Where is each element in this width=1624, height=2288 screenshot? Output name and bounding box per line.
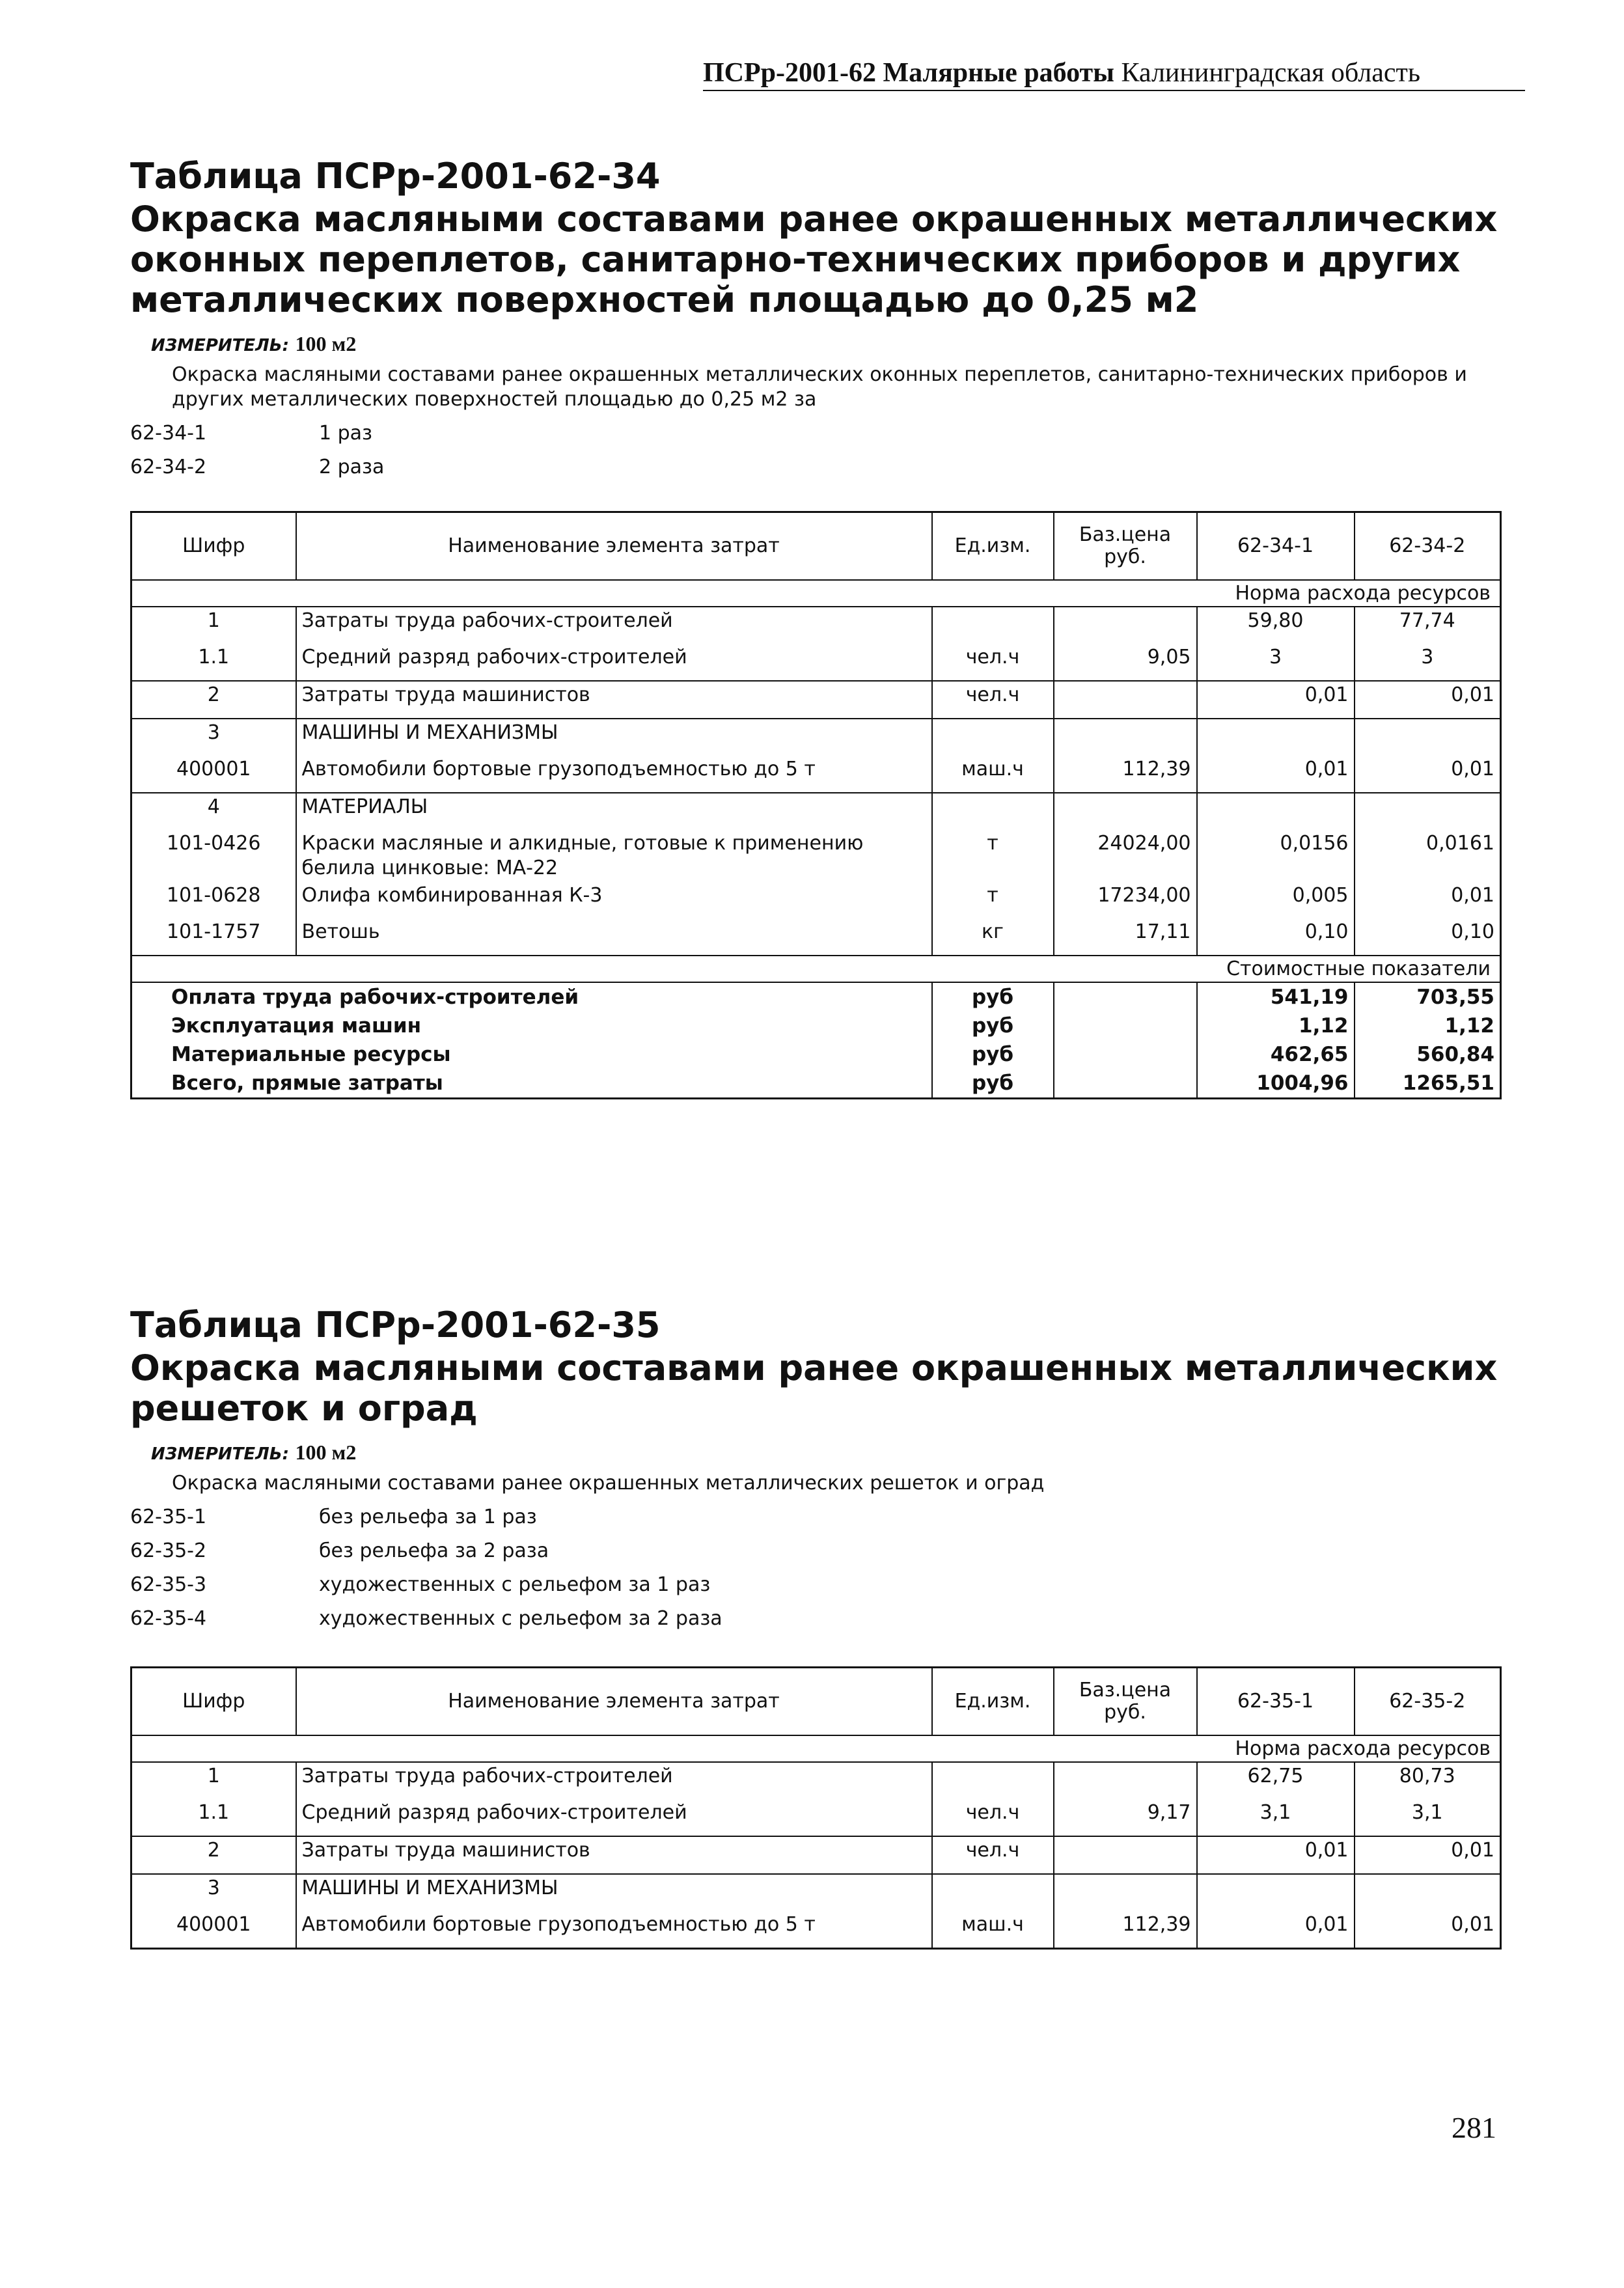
total-blank: [1054, 1012, 1197, 1040]
col-price-header: Баз.цена руб.: [1054, 1668, 1197, 1736]
total-unit: руб: [932, 982, 1054, 1012]
row-name: Затраты труда машинистов: [296, 1836, 932, 1874]
row-price: [1054, 607, 1197, 644]
col-variant-header: 62-35-1: [1197, 1668, 1355, 1736]
total-name: Всего, прямые затраты: [131, 1069, 932, 1099]
row-code: 1: [131, 1762, 296, 1799]
row-value: 0,01: [1197, 1836, 1355, 1874]
row-name: Средний разряд рабочих-строителей: [296, 1799, 932, 1836]
variant-code: 62-35-3: [130, 1573, 207, 1596]
row-price: 112,39: [1054, 756, 1197, 793]
row-name: МАШИНЫ И МЕХАНИЗМЫ: [296, 1874, 932, 1911]
cost-caption-row: [131, 956, 1501, 982]
total-value: 1,12: [1355, 1012, 1501, 1040]
table35-variant: [130, 1505, 1523, 1530]
row-code: 400001: [131, 756, 296, 793]
col-name-header: Наименование элемента затрат: [296, 1668, 932, 1736]
row-unit: т: [932, 882, 1054, 918]
row-value: 3,1: [1197, 1799, 1355, 1836]
row-unit: чел.ч: [932, 681, 1054, 719]
variant-text: 2 раза: [319, 456, 385, 478]
table-row: [131, 830, 1501, 882]
table-header-row: [131, 1668, 1501, 1736]
row-name: Ветошь: [296, 918, 932, 956]
table34-variant: [130, 421, 1523, 446]
total-value: 462,65: [1197, 1040, 1355, 1069]
table35-heading: [130, 1305, 1523, 1631]
table34-title: Таблица ПСРр-2001-62-34: [130, 156, 661, 197]
row-code: 1.1: [131, 644, 296, 681]
table35-variant: [130, 1606, 1523, 1631]
row-name: Автомобили бортовые грузоподъемностью до 5 т: [296, 756, 932, 793]
total-unit: руб: [932, 1069, 1054, 1099]
row-price: [1054, 793, 1197, 830]
row-unit: кг: [932, 918, 1054, 956]
variant-text: без рельефа за 2 раза: [319, 1539, 549, 1562]
measure-label: ИЗМЕРИТЕЛЬ:: [151, 1444, 289, 1464]
norm-caption-row: [131, 580, 1501, 607]
row-unit: [932, 1762, 1054, 1799]
table34-subtitle: Окраска масляными составами ранее окрашенных металлических оконных переплетов, санитарно-технических приборов и других металлических поверхностей площадью до 0,25 м2: [130, 199, 1498, 320]
table35-measure: [130, 1439, 1523, 1467]
table-header-row: [131, 512, 1501, 581]
row-value: 3: [1197, 644, 1355, 681]
col-variant-header: 62-34-2: [1355, 512, 1501, 581]
running-header: [703, 56, 1525, 91]
table-row: [131, 918, 1501, 956]
table34-description: Окраска масляными составами ранее окрашенных металлических оконных переплетов, санитарно-технических приборов и других металлических поверхностей площадью до 0,25 м2 за: [172, 363, 1467, 411]
row-value: 0,0161: [1355, 830, 1501, 882]
table-row: [131, 681, 1501, 719]
row-value: [1197, 793, 1355, 830]
row-name: МАШИНЫ И МЕХАНИЗМЫ: [296, 719, 932, 756]
total-value: 560,84: [1355, 1040, 1501, 1069]
cost-caption: Стоимостные показатели: [131, 956, 1501, 982]
row-value: 0,01: [1197, 681, 1355, 719]
table-row: [131, 793, 1501, 830]
row-value: 0,01: [1355, 882, 1501, 918]
header-region: Калининградская область: [1121, 58, 1420, 88]
row-name: Затраты труда рабочих-строителей: [296, 607, 932, 644]
totals-row: [131, 982, 1501, 1012]
row-code: 2: [131, 681, 296, 719]
row-unit: чел.ч: [932, 1799, 1054, 1836]
row-value: [1355, 793, 1501, 830]
row-price: [1054, 1762, 1197, 1799]
row-value: 0,01: [1355, 1911, 1501, 1949]
row-price: 24024,00: [1054, 830, 1197, 882]
row-value: 0,10: [1355, 918, 1501, 956]
table-row: [131, 1836, 1501, 1874]
norm-caption: Норма расхода ресурсов: [131, 580, 1501, 607]
row-name: Средний разряд рабочих-строителей: [296, 644, 932, 681]
row-code: 3: [131, 1874, 296, 1911]
variant-code: 62-34-2: [130, 456, 207, 478]
row-price: 9,05: [1054, 644, 1197, 681]
row-value: 0,01: [1197, 1911, 1355, 1949]
variant-code: 62-35-2: [130, 1539, 207, 1562]
col-name-header: Наименование элемента затрат: [296, 512, 932, 581]
totals-row: [131, 1040, 1501, 1069]
row-code: 1: [131, 607, 296, 644]
col-unit-header: Ед.изм.: [932, 1668, 1054, 1736]
measure-value: 100 м2: [295, 1440, 357, 1464]
table34-grid: [130, 511, 1502, 1099]
row-code: 3: [131, 719, 296, 756]
table35-grid: [130, 1666, 1502, 1950]
col-price-header: Баз.цена руб.: [1054, 512, 1197, 581]
table35-description: Окраска масляными составами ранее окрашенных металлических решеток и оград: [172, 1472, 1045, 1495]
variant-code: 62-35-4: [130, 1607, 207, 1630]
row-code: 101-1757: [131, 918, 296, 956]
row-value: 62,75: [1197, 1762, 1355, 1799]
variant-code: 62-34-1: [130, 422, 207, 445]
row-price: 17,11: [1054, 918, 1197, 956]
row-value: 0,0156: [1197, 830, 1355, 882]
row-price: [1054, 1836, 1197, 1874]
row-name: Затраты труда машинистов: [296, 681, 932, 719]
row-code: 1.1: [131, 1799, 296, 1836]
row-name: МАТЕРИАЛЫ: [296, 793, 932, 830]
table-row: [131, 1762, 1501, 1799]
row-name: Затраты труда рабочих-строителей: [296, 1762, 932, 1799]
row-value: 59,80: [1197, 607, 1355, 644]
row-unit: чел.ч: [932, 644, 1054, 681]
col-code-header: Шифр: [131, 1668, 296, 1736]
table-row: [131, 1799, 1501, 1836]
norm-caption: Норма расхода ресурсов: [131, 1735, 1501, 1762]
row-value: 0,005: [1197, 882, 1355, 918]
variant-text: художественных с рельефом за 1 раз: [319, 1573, 711, 1596]
row-price: 112,39: [1054, 1911, 1197, 1949]
row-unit: [932, 607, 1054, 644]
table-row: [131, 1874, 1501, 1911]
variant-text: 1 раз: [319, 422, 373, 445]
col-unit-header: Ед.изм.: [932, 512, 1054, 581]
measure-value: 100 м2: [295, 332, 357, 355]
row-unit: чел.ч: [932, 1836, 1054, 1874]
total-unit: руб: [932, 1040, 1054, 1069]
total-blank: [1054, 982, 1197, 1012]
total-name: Эксплуатация машин: [131, 1012, 932, 1040]
row-value: 0,01: [1355, 681, 1501, 719]
total-value: 1265,51: [1355, 1069, 1501, 1099]
row-unit: [932, 1874, 1054, 1911]
table34-heading: [130, 156, 1523, 480]
row-name: Автомобили бортовые грузоподъемностью до 5 т: [296, 1911, 932, 1949]
table-row: [131, 719, 1501, 756]
table-row: [131, 756, 1501, 793]
variant-text: без рельефа за 1 раз: [319, 1506, 537, 1528]
row-value: 0,10: [1197, 918, 1355, 956]
table-row: [131, 882, 1501, 918]
page-number: 281: [1452, 2111, 1496, 2144]
row-value: 3,1: [1355, 1799, 1501, 1836]
measure-label: ИЗМЕРИТЕЛЬ:: [151, 336, 289, 355]
total-value: 703,55: [1355, 982, 1501, 1012]
row-value: [1197, 1874, 1355, 1911]
col-code-header: Шифр: [131, 512, 296, 581]
row-value: [1355, 1874, 1501, 1911]
row-value: 0,01: [1355, 1836, 1501, 1874]
table35-title: Таблица ПСРр-2001-62-35: [130, 1304, 661, 1345]
row-unit: [932, 719, 1054, 756]
row-value: [1197, 719, 1355, 756]
row-value: 0,01: [1355, 756, 1501, 793]
total-blank: [1054, 1069, 1197, 1099]
row-unit: маш.ч: [932, 1911, 1054, 1949]
row-unit: маш.ч: [932, 756, 1054, 793]
row-price: 17234,00: [1054, 882, 1197, 918]
row-code: 101-0426: [131, 830, 296, 882]
table34-variant: [130, 455, 1523, 480]
row-code: 400001: [131, 1911, 296, 1949]
variant-code: 62-35-1: [130, 1506, 207, 1528]
row-value: 0,01: [1197, 756, 1355, 793]
table-row: [131, 644, 1501, 681]
row-value: 80,73: [1355, 1762, 1501, 1799]
table34-measure: [130, 331, 1523, 359]
header-code: ПСРр-2001-62: [703, 58, 876, 88]
variant-text: художественных с рельефом за 2 раза: [319, 1607, 723, 1630]
row-code: 101-0628: [131, 882, 296, 918]
norm-caption-row: [131, 1735, 1501, 1762]
total-unit: руб: [932, 1012, 1054, 1040]
total-name: Материальные ресурсы: [131, 1040, 932, 1069]
col-variant-header: 62-34-1: [1197, 512, 1355, 581]
row-price: [1054, 681, 1197, 719]
row-name: Олифа комбинированная К-3: [296, 882, 932, 918]
row-price: [1054, 719, 1197, 756]
totals-row: [131, 1069, 1501, 1099]
row-code: 2: [131, 1836, 296, 1874]
row-unit: [932, 793, 1054, 830]
row-unit: т: [932, 830, 1054, 882]
row-code: 4: [131, 793, 296, 830]
header-section: Малярные работы: [883, 58, 1114, 88]
col-variant-header: 62-35-2: [1355, 1668, 1501, 1736]
total-blank: [1054, 1040, 1197, 1069]
total-value: 1004,96: [1197, 1069, 1355, 1099]
row-price: 9,17: [1054, 1799, 1197, 1836]
table35-variant: [130, 1573, 1523, 1597]
row-price: [1054, 1874, 1197, 1911]
totals-row: [131, 1012, 1501, 1040]
total-value: 1,12: [1197, 1012, 1355, 1040]
table-row: [131, 1911, 1501, 1949]
row-value: 3: [1355, 644, 1501, 681]
row-name: Краски масляные и алкидные, готовые к применению белила цинковые: МА-22: [296, 830, 932, 882]
table35-subtitle: Окраска масляными составами ранее окрашенных металлических решеток и оград: [130, 1347, 1498, 1429]
total-name: Оплата труда рабочих-строителей: [131, 982, 932, 1012]
row-value: [1355, 719, 1501, 756]
row-value: 77,74: [1355, 607, 1501, 644]
total-value: 541,19: [1197, 982, 1355, 1012]
table35-variant: [130, 1539, 1523, 1564]
table-row: [131, 607, 1501, 644]
